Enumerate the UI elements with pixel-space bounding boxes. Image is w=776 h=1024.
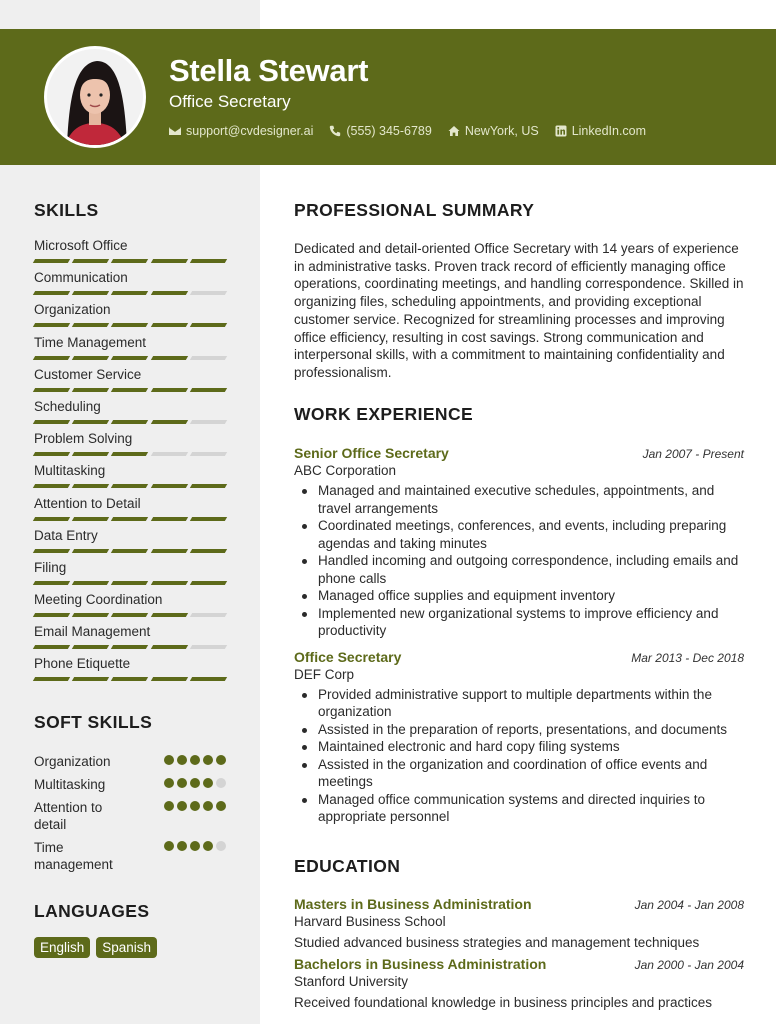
skill-level-segment <box>111 420 148 424</box>
skill-name: Email Management <box>34 624 151 640</box>
skill-item <box>34 432 226 464</box>
skill-level-segment <box>33 613 70 617</box>
skill-level-segment <box>33 517 70 521</box>
skill-level-segment <box>33 420 70 424</box>
skill-level-segment <box>111 452 148 456</box>
soft-skill-dots <box>164 801 226 811</box>
skill-level-segment <box>33 452 70 456</box>
phone-icon <box>329 125 341 137</box>
skill-level-segment <box>72 452 109 456</box>
linkedin-icon <box>555 125 567 137</box>
soft-skill-dot <box>203 801 213 811</box>
job-bullet: Implemented new organizational systems to improve efficiency and productivity <box>294 605 744 640</box>
skill-level-segment <box>111 645 148 649</box>
skill-item <box>34 368 226 400</box>
skill-level-bars <box>34 323 226 327</box>
skill-level-segment <box>150 323 187 327</box>
soft-skill-item <box>34 776 226 793</box>
skill-level-bars <box>34 356 226 360</box>
job-header <box>294 649 744 665</box>
skill-level-segment <box>150 677 187 681</box>
skill-level-segment <box>111 613 148 617</box>
language-tag: Spanish <box>96 937 157 958</box>
soft-skill-name: Attention to detail <box>34 800 103 832</box>
skill-level-segment <box>33 259 70 263</box>
job-title: Senior Office Secretary <box>294 445 449 461</box>
skill-level-bars <box>34 549 226 553</box>
soft-skill-dot <box>190 755 200 765</box>
soft-skill-dots <box>164 841 226 851</box>
skill-level-segment <box>111 677 148 681</box>
skill-name: Multitasking <box>34 463 106 479</box>
skill-item <box>34 400 226 432</box>
skill-level-bars <box>34 613 226 617</box>
work-title: WORK EXPERIENCE <box>294 404 474 424</box>
skill-level-segment <box>33 323 70 327</box>
candidate-name: Stella Stewart <box>169 53 369 88</box>
soft-skill-item <box>34 799 226 833</box>
skill-level-segment <box>72 677 109 681</box>
skill-name: Attention to Detail <box>34 495 141 511</box>
job-bullet: Managed and maintained executive schedules, appointments, and travel arrangements <box>294 482 744 517</box>
job-company: ABC Corporation <box>294 463 397 478</box>
education-entry <box>294 896 744 950</box>
job-entry <box>294 649 744 826</box>
skill-level-segment <box>150 420 187 424</box>
skill-item <box>34 239 226 271</box>
skill-level-segment <box>190 291 227 295</box>
skill-item <box>34 657 226 689</box>
soft-skill-dot <box>177 801 187 811</box>
skill-level-segment <box>111 484 148 488</box>
job-bullet: Coordinated meetings, conferences, and events, including preparing agendas and taking minutes <box>294 517 744 552</box>
skill-level-segment <box>190 259 227 263</box>
soft-skills-title: SOFT SKILLS <box>34 712 153 732</box>
skill-level-segment <box>111 259 148 263</box>
soft-skill-dot <box>177 841 187 851</box>
skill-level-segment <box>150 484 187 488</box>
job-bullet: Provided administrative support to multiple departments within the organization <box>294 686 744 721</box>
education-header <box>294 896 744 912</box>
soft-skill-dot <box>190 841 200 851</box>
skill-level-segment <box>190 549 227 553</box>
skill-item <box>34 497 226 529</box>
skill-level-segment <box>190 420 227 424</box>
soft-skill-dot <box>216 841 226 851</box>
soft-skill-dot <box>216 755 226 765</box>
soft-skill-dots <box>164 755 226 765</box>
skill-level-segment <box>111 356 148 360</box>
skill-level-segment <box>150 549 187 553</box>
skill-name: Microsoft Office <box>34 238 128 253</box>
soft-skill-dot <box>190 778 200 788</box>
skill-name: Meeting Coordination <box>34 592 163 608</box>
education-date: Jan 2000 - Jan 2004 <box>634 958 744 972</box>
skill-name: Phone Etiquette <box>34 656 131 672</box>
soft-skill-item <box>34 839 226 873</box>
job-date: Jan 2007 - Present <box>642 447 744 461</box>
skill-item <box>34 336 226 368</box>
education-description: Studied advanced business strategies and management techniques <box>294 935 700 950</box>
profile-photo-image <box>47 49 143 145</box>
skill-level-segment <box>150 388 187 392</box>
skill-level-segment <box>190 613 227 617</box>
jobs-list <box>294 445 744 826</box>
education-school: Harvard Business School <box>294 914 446 929</box>
skill-level-segment <box>150 356 187 360</box>
skill-level-segment <box>190 645 227 649</box>
skill-level-segment <box>72 549 109 553</box>
skill-name: Scheduling <box>34 398 101 414</box>
skill-item <box>34 464 226 496</box>
skill-level-bars <box>34 259 226 263</box>
skill-level-segment <box>150 581 187 585</box>
envelope-icon <box>169 125 181 137</box>
skill-level-segment <box>72 291 109 295</box>
skill-item <box>34 271 226 303</box>
contact-linkedin[interactable] <box>555 124 646 138</box>
languages-title: LANGUAGES <box>34 901 150 921</box>
skill-item <box>34 529 226 561</box>
skill-item <box>34 561 226 593</box>
education-date: Jan 2004 - Jan 2008 <box>634 898 744 912</box>
soft-skill-dot <box>177 778 187 788</box>
contact-phone[interactable] <box>329 124 431 138</box>
candidate-role: Office Secretary <box>169 92 291 111</box>
job-bullet: Handled incoming and outgoing correspondence, including emails and phone calls <box>294 552 744 587</box>
education-degree: Bachelors in Business Administration <box>294 956 547 972</box>
soft-skill-dot <box>203 778 213 788</box>
education-school: Stanford University <box>294 974 409 989</box>
soft-skill-dot <box>164 755 174 765</box>
contact-location <box>448 124 539 138</box>
skill-name: Time Management <box>34 334 147 350</box>
skills-section <box>34 200 226 690</box>
skill-level-segment <box>111 388 148 392</box>
summary-title: PROFESSIONAL SUMMARY <box>294 200 535 220</box>
skill-level-bars <box>34 645 226 649</box>
skill-level-segment <box>33 356 70 360</box>
soft-skill-dot <box>216 778 226 788</box>
skill-name: Problem Solving <box>34 431 133 447</box>
contact-location-text: NewYork, US <box>464 124 539 138</box>
skill-level-segment <box>111 291 148 295</box>
skill-level-segment <box>33 388 70 392</box>
skill-level-segment <box>111 323 148 327</box>
education-section <box>294 856 744 1016</box>
skill-level-bars <box>34 484 226 488</box>
job-bullet: Managed office supplies and equipment inventory <box>294 587 744 605</box>
skill-level-segment <box>72 420 109 424</box>
job-bullet: Managed office communication systems and directed inquiries to appropriate personnel <box>294 791 744 826</box>
skill-name: Filing <box>34 559 67 575</box>
soft-skill-name: Multitasking <box>34 777 106 792</box>
job-bullet: Assisted in the preparation of reports, presentations, and documents <box>294 721 744 739</box>
soft-skill-dots <box>164 778 226 788</box>
contact-email-text: support@cvdesigner.ai <box>186 124 314 138</box>
contact-email[interactable] <box>169 124 313 138</box>
skill-level-segment <box>111 517 148 521</box>
skill-name: Communication <box>34 270 128 286</box>
skill-level-segment <box>150 645 187 649</box>
contact-linkedin-text: LinkedIn.com <box>571 124 647 138</box>
skill-level-segment <box>190 484 227 488</box>
skill-name: Data Entry <box>34 527 98 543</box>
soft-skills-section <box>34 712 226 879</box>
skill-level-segment <box>72 259 109 263</box>
skills-title: SKILLS <box>34 200 99 220</box>
soft-skill-dot <box>203 755 213 765</box>
skill-level-segment <box>33 291 70 295</box>
skill-level-segment <box>72 356 109 360</box>
soft-skill-dot <box>190 801 200 811</box>
skill-level-segment <box>33 581 70 585</box>
education-list <box>294 896 744 1010</box>
job-bullets <box>294 686 744 826</box>
skill-level-segment <box>150 613 187 617</box>
profile-photo <box>44 46 146 148</box>
job-date: Mar 2013 - Dec 2018 <box>631 650 744 665</box>
skill-level-segment <box>33 549 70 553</box>
skill-level-segment <box>190 388 227 392</box>
skill-level-segment <box>72 323 109 327</box>
skill-level-segment <box>72 581 109 585</box>
contact-row <box>169 124 646 138</box>
education-description: Received foundational knowledge in business principles and practices <box>294 995 713 1010</box>
education-title: EDUCATION <box>294 856 401 876</box>
skill-level-segment <box>33 677 70 681</box>
skill-name: Organization <box>34 302 111 318</box>
skill-level-bars <box>34 291 226 295</box>
skills-list <box>34 239 226 690</box>
language-tag: English <box>34 937 90 958</box>
soft-skill-name: Time management <box>34 840 113 872</box>
skill-level-bars <box>34 452 226 456</box>
education-entry <box>294 956 744 1010</box>
job-bullet: Maintained electronic and hard copy filing systems <box>294 738 744 756</box>
skill-level-segment <box>150 291 187 295</box>
work-section <box>294 404 744 835</box>
skill-level-bars <box>34 677 226 681</box>
job-entry <box>294 445 744 640</box>
skill-level-segment <box>150 259 187 263</box>
soft-skill-dot <box>216 801 226 811</box>
skill-level-segment <box>33 645 70 649</box>
job-header <box>294 445 744 461</box>
job-title: Office Secretary <box>294 648 402 665</box>
skill-level-segment <box>72 388 109 392</box>
skill-level-segment <box>33 484 70 488</box>
job-bullets <box>294 482 744 640</box>
skill-level-segment <box>190 517 227 521</box>
home-icon <box>448 125 460 137</box>
job-company: DEF Corp <box>294 666 355 682</box>
soft-skill-name: Organization <box>34 754 111 769</box>
skill-level-bars <box>34 517 226 521</box>
skill-level-bars <box>34 581 226 585</box>
skill-level-segment <box>72 613 109 617</box>
education-header <box>294 956 744 972</box>
skill-level-segment <box>190 452 227 456</box>
skill-level-segment <box>150 452 187 456</box>
skill-level-bars <box>34 420 226 424</box>
skill-level-segment <box>72 484 109 488</box>
soft-skill-item <box>34 753 226 770</box>
languages-section <box>34 901 157 958</box>
skill-item <box>34 625 226 657</box>
summary-text: Dedicated and detail-oriented Office Secretary with 14 years of experience in administrative tasks. Proven track record of efficiently managing office operations, coordinating meetings, and handling correspondence. Skilled in organizing files, scheduling appointments, and providing exceptional customer service. Recognized for streamlining processes and improving office efficiency, resulting in cost savings. Strong communication and interpersonal skills, with a commitment to maintaining confidentiality and professionalism. <box>294 241 744 380</box>
skill-level-segment <box>72 645 109 649</box>
skill-name: Customer Service <box>34 366 142 382</box>
skill-level-segment <box>72 517 109 521</box>
soft-skills-list <box>34 753 226 873</box>
skill-level-segment <box>190 323 227 327</box>
skill-level-segment <box>111 549 148 553</box>
contact-phone-text: (555) 345-6789 <box>346 124 432 138</box>
skill-level-bars <box>34 388 226 392</box>
languages-list <box>34 937 157 958</box>
soft-skill-dot <box>164 841 174 851</box>
skill-level-segment <box>190 581 227 585</box>
education-degree: Masters in Business Administration <box>294 896 532 912</box>
skill-level-segment <box>111 581 148 585</box>
job-bullet: Assisted in the organization and coordination of office events and meetings <box>294 756 744 791</box>
soft-skill-dot <box>164 778 174 788</box>
soft-skill-dot <box>203 841 213 851</box>
skill-level-segment <box>150 517 187 521</box>
skill-level-segment <box>190 356 227 360</box>
soft-skill-dot <box>164 801 174 811</box>
summary-section <box>294 200 744 382</box>
skill-item <box>34 303 226 335</box>
skill-item <box>34 593 226 625</box>
skill-level-segment <box>190 677 227 681</box>
soft-skill-dot <box>177 755 187 765</box>
